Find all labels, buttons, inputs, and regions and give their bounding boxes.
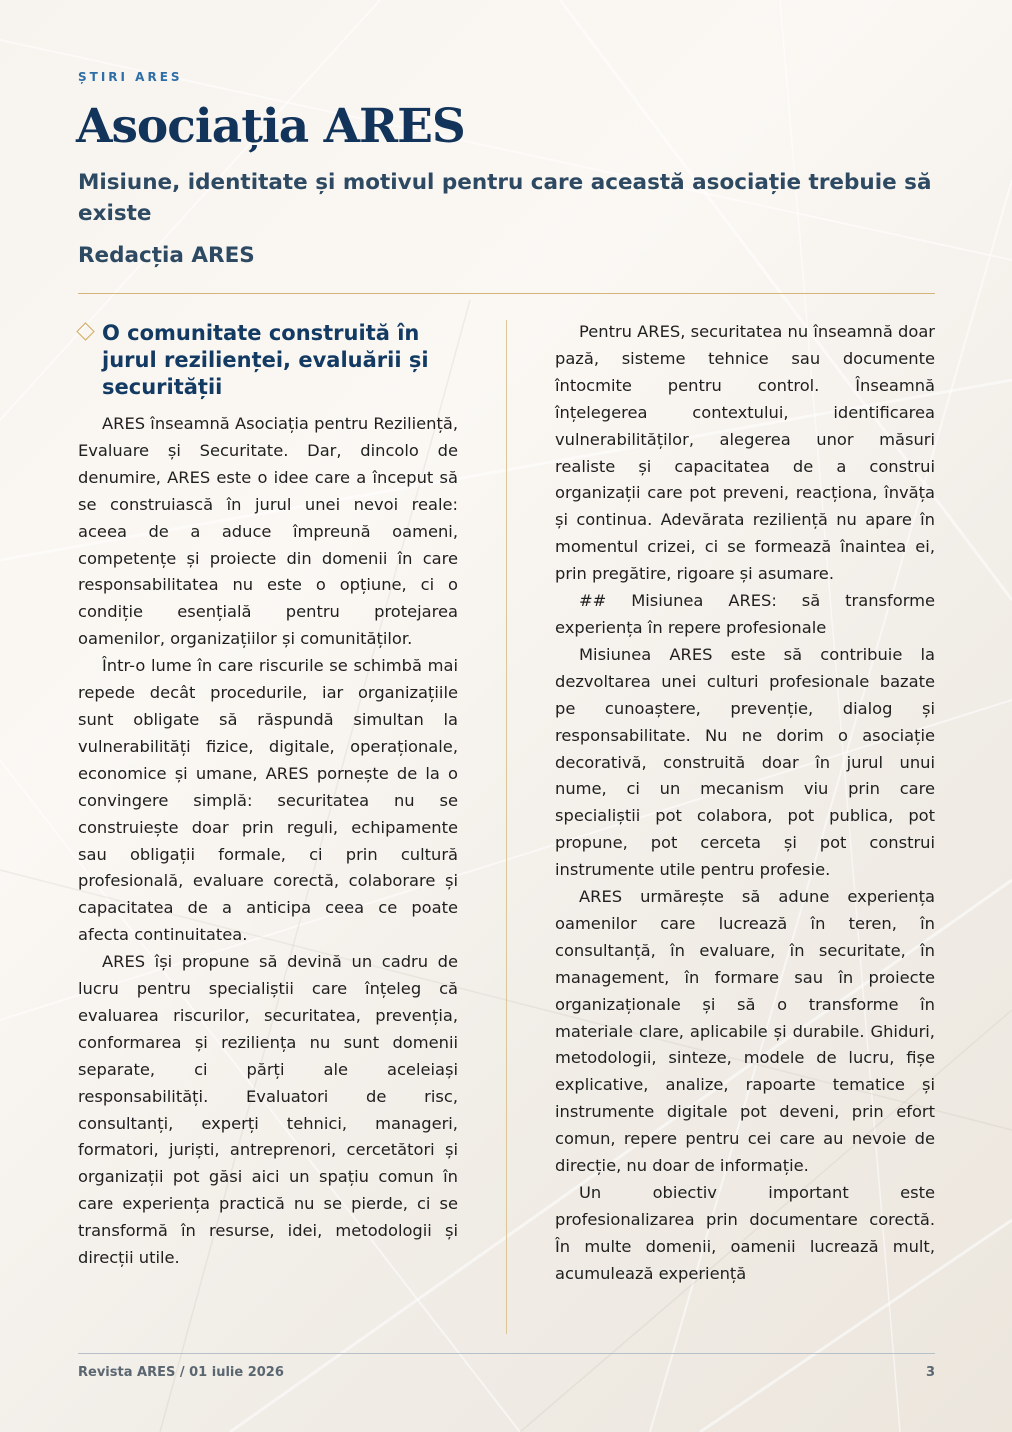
section-title: O comunitate construită în jurul rezilienței, evaluării și securității: [102, 321, 429, 399]
paragraph: Misiunea ARES este să contribuie la dezvoltarea unei culturi profesionale bazate pe cunoaștere, prevenție, dialog și responsabilitate. Nu ne dorim o asociație decorativă, construită doar în jurul unui nume, ci un mecanism viu prin care specialiștii pot colabora, pot publica, pot propune, pot cerceta și pot construi instrumente utile pentru profesie.: [555, 644, 935, 880]
section-kicker: ȘTIRI ARES: [78, 70, 183, 84]
paragraph: ARES înseamnă Asociația pentru Reziliență, Evaluare și Securitate. Dar, dincolo de denumire, ARES este o idee care a început să se construiască în jurul unei nevoi reale: aceea de a aduce împreună oameni, competențe și proiecte din domenii în care responsabilitatea nu este o opțiune, ci o condiție esențială pentru protejarea oamenilor, organizațiilor și comunităților.: [78, 414, 458, 649]
article-subtitle: Misiune, identitate și motivul pentru care această asociație trebuie să existe: [78, 170, 932, 226]
footer-divider: [78, 1353, 935, 1354]
footer-issue: Revista ARES / 01 iulie 2026: [78, 1365, 284, 1380]
paragraph: ## Misiunea ARES: să transforme experiența în repere profesionale: [555, 591, 935, 637]
header-divider: [78, 293, 935, 294]
paragraph: ARES își propune să devină un cadru de lucru pentru specialiștii care înțeleg că evaluarea riscurilor, securitatea, prevenția, conformarea și reziliența nu sunt domenii separate, ci părți ale aceleiași responsabilități. Evaluatori de risc, consultanți, experți tehnici, manageri, formatori, juriști, antreprenori, cercetători și organizații pot găsi aici un spațiu comun în care experiența practică nu se pierde, ci se transformă în resurse, idei, metodologii și direcții utile.: [78, 952, 458, 1268]
paragraph: Pentru ARES, securitatea nu înseamnă doar pază, sisteme tehnice sau documente întocmite pentru control. Înseamnă înțelegerea contextului, identificarea vulnerabilităților, alegerea unor măsuri realiste și capacitatea de a construi organizații care pot preveni, reacționa, învăța și continua. Adevărata reziliență nu apare în momentul crizei, ci se formează înaintea ei, prin pregătire, rigoare și asumare.: [555, 322, 935, 584]
left-column: [78, 320, 458, 1272]
paragraph: ARES urmărește să adune experiența oamenilor care lucrează în teren, în consultanță, în evaluare, în securitate, în management, în formare sau în proiecte organizaționale și să o transforme în materiale clare, aplicabile și durabile. Ghiduri, metodologii, sinteze, modele de lucru, fișe explicative, analize, rapoarte tematice și instrumente digitale pot deveni, prin efort comun, repere pentru cei care au nevoie de direcție, nu doar de informație.: [555, 887, 935, 1176]
article-title: Asociația ARES: [76, 99, 465, 154]
page-number: 3: [925, 1365, 935, 1380]
right-column: [555, 319, 935, 1288]
diamond-icon: [76, 322, 94, 340]
article-author: Redacția ARES: [78, 243, 255, 268]
section-heading: [78, 320, 458, 401]
paragraph: Într-o lume în care riscurile se schimbă mai repede decât procedurile, iar organizațiile sunt obligate să răspundă simultan la vulnerabilități fizice, digitale, operaționale, economice și umane, ARES pornește de la o convingere simplă: securitatea nu se construiește doar prin reguli, echipamente sau obligații formale, ci prin cultură profesională, evaluare corectă, colaborare și capacitatea de a anticipa ceea ce poate afecta continuitatea.: [78, 656, 458, 945]
column-divider: [506, 320, 507, 1334]
paragraph: Un obiectiv important este profesionalizarea prin documentare corectă. În multe domenii, oamenii lucrează mult, acumulează experiență: [555, 1183, 935, 1283]
